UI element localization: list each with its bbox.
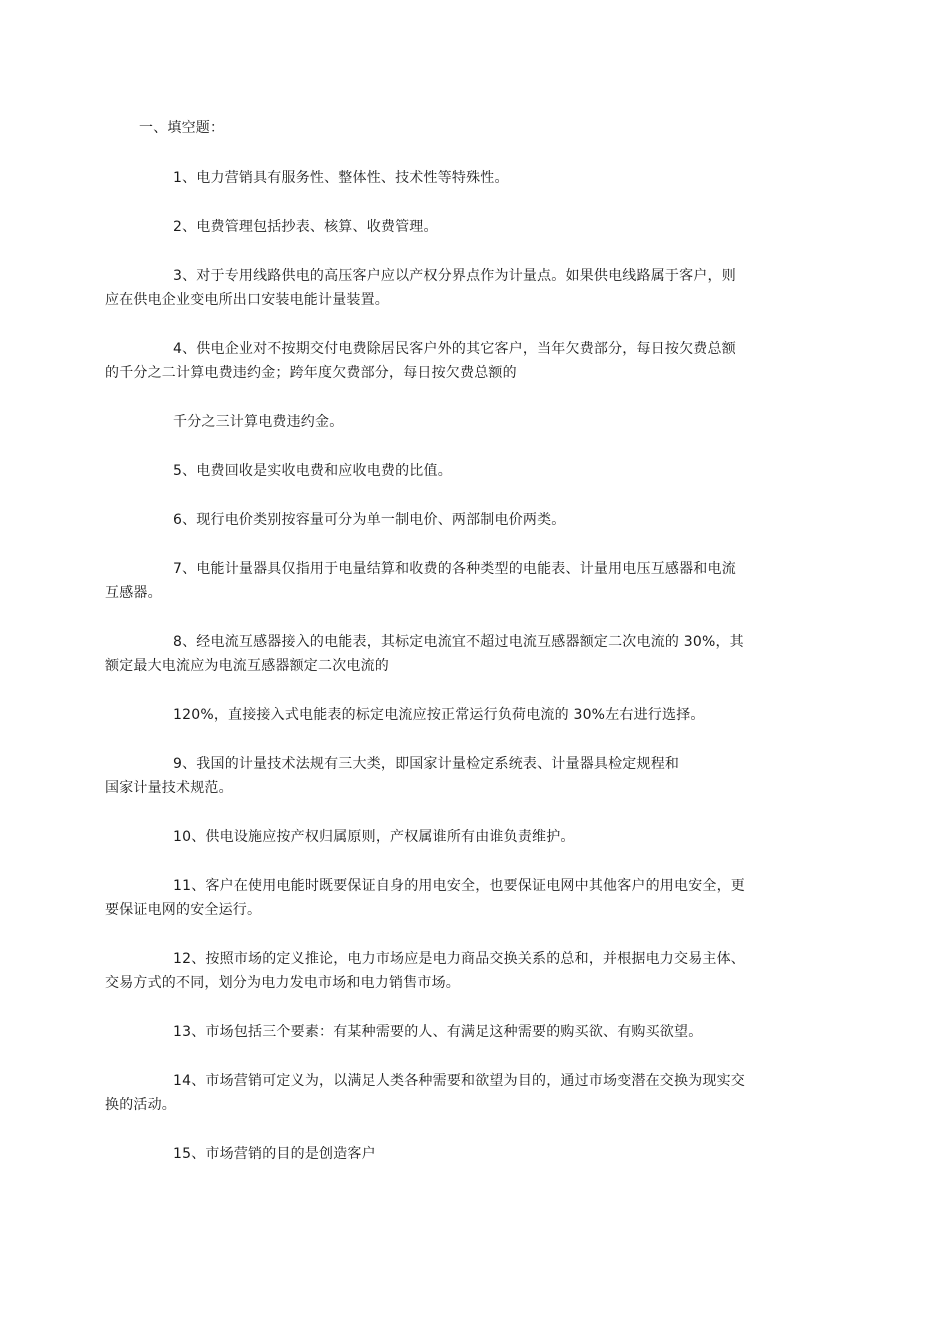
- list-item: [139, 703, 819, 727]
- list-item: [139, 1020, 819, 1044]
- list-item: [139, 166, 819, 190]
- list-item: [139, 459, 819, 483]
- item-line: 15、市场营销的目的是创造客户: [173, 1146, 376, 1162]
- item-line: 8、经电流互感器接入的电能表，其标定电流宜不超过电流互感器额定二次电流的 30%，其: [173, 634, 744, 650]
- item-line: 应在供电企业变电所出口安装电能计量装置。: [105, 292, 389, 308]
- item-line: 换的活动。: [105, 1097, 176, 1113]
- list-item: [105, 1069, 819, 1117]
- item-line: 3、对于专用线路供电的高压客户应以产权分界点作为计量点。如果供电线路属于客户，则: [173, 268, 736, 284]
- item-line: 国家计量技术规范。: [105, 780, 233, 796]
- item-line: 120%，直接接入式电能表的标定电流应按正常运行负荷电流的 30%左右进行选择。: [173, 707, 705, 723]
- item-line: 2、电费管理包括抄表、核算、收费管理。: [173, 219, 438, 235]
- list-item: [139, 825, 819, 849]
- list-item: [139, 1142, 819, 1166]
- list-item: [105, 264, 819, 312]
- item-line: 要保证电网的安全运行。: [105, 902, 262, 918]
- item-line: 10、供电设施应按产权归属原则，产权属谁所有由谁负责维护。: [173, 829, 575, 845]
- item-line: 千分之三计算电费违约金。: [173, 414, 344, 430]
- list-item: [105, 337, 819, 385]
- list-item: [105, 752, 819, 800]
- item-line: 6、现行电价类别按容量可分为单一制电价、两部制电价两类。: [173, 512, 566, 528]
- item-line: 额定最大电流应为电流互感器额定二次电流的: [105, 658, 389, 674]
- item-line: 5、电费回收是实收电费和应收电费的比值。: [173, 463, 452, 479]
- item-line: 14、市场营销可定义为，以满足人类各种需要和欲望为目的，通过市场变潜在交换为现实交: [173, 1073, 746, 1089]
- section-heading: 一、填空题：: [139, 120, 225, 136]
- document-body: [105, 116, 819, 1191]
- list-item: [105, 947, 819, 995]
- item-line: 1、电力营销具有服务性、整体性、技术性等特殊性。: [173, 170, 509, 186]
- list-item: [139, 410, 819, 434]
- list-item: [105, 874, 819, 922]
- item-line: 13、市场包括三个要素：有某种需要的人、有满足这种需要的购买欲、有购买欲望。: [173, 1024, 703, 1040]
- item-line: 交易方式的不同，划分为电力发电市场和电力销售市场。: [105, 975, 460, 991]
- item-line: 互感器。: [105, 585, 162, 601]
- item-line: 12、按照市场的定义推论，电力市场应是电力商品交换关系的总和，并根据电力交易主体、: [173, 951, 746, 967]
- item-line: 4、供电企业对不按期交付电费除居民客户外的其它客户，当年欠费部分，每日按欠费总额: [173, 341, 736, 357]
- list-item: [105, 557, 819, 605]
- item-line: 7、电能计量器具仅指用于电量结算和收费的各种类型的电能表、计量用电压互感器和电流: [173, 561, 736, 577]
- item-line: 11、客户在使用电能时既要保证自身的用电安全，也要保证电网中其他客户的用电安全，更: [173, 878, 746, 894]
- list-item: [139, 215, 819, 239]
- item-line: 的千分之二计算电费违约金；跨年度欠费部分，每日按欠费总额的: [105, 365, 517, 381]
- item-line: 9、我国的计量技术法规有三大类，即国家计量检定系统表、计量器具检定规程和: [173, 756, 680, 772]
- list-item: [139, 508, 819, 532]
- list-item: [105, 630, 819, 678]
